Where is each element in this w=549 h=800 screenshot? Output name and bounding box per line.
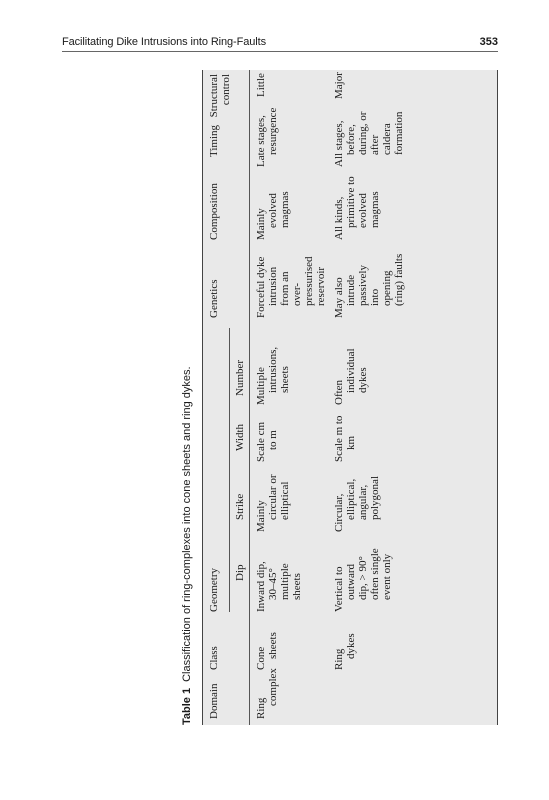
row1-width-1: Scale cm [255, 421, 267, 462]
row1-number-1: Multiple [255, 367, 267, 405]
row2-genetics-2: intrude [345, 274, 357, 306]
row2-strike-3: angular, [357, 484, 369, 520]
header-rule [249, 70, 250, 725]
row1-number-3: sheets [279, 366, 291, 393]
row1-composition-2: evolved [267, 193, 279, 228]
row1-dip-2: 30–45° [267, 568, 279, 600]
row2-dip-5: event only [381, 553, 393, 600]
row2-dip-4: often single [369, 548, 381, 600]
row2-timing-3: during, or [357, 111, 369, 155]
header-structural-control-1: Structural [208, 74, 220, 118]
running-head-rule [62, 51, 498, 52]
header-domain: Domain [208, 683, 220, 719]
row1-width-2: to m [267, 430, 279, 450]
row2-structural-control: Major [333, 72, 345, 99]
row2-class-2: dykes [345, 633, 357, 659]
row1-dip-1: Inward dip, [255, 561, 267, 612]
table-caption-label: Table 1 [181, 687, 193, 725]
row1-composition-1: Mainly [255, 208, 267, 240]
row1-class-2: sheets [267, 632, 279, 659]
header-composition: Composition [208, 183, 220, 240]
row2-number-2: individual [345, 348, 357, 393]
row2-timing-6: formation [393, 111, 405, 155]
row2-dip-3: dip, > 90° [357, 556, 369, 600]
row1-structural-control: Little [255, 73, 267, 97]
row1-genetics-4: over- [291, 283, 303, 306]
row2-genetics-6: (ring) faults [393, 253, 405, 306]
row1-strike-1: Mainly [255, 500, 267, 532]
row2-genetics-5: opening [381, 270, 393, 306]
table-caption [181, 70, 197, 725]
geometry-group-rule [229, 328, 230, 612]
row1-strike-2: circular or [267, 474, 279, 520]
row2-genetics-4: into [369, 288, 381, 306]
header-geometry: Geometry [208, 568, 220, 612]
header-timing: Timing [208, 124, 220, 157]
domain-value-2: complex [267, 668, 279, 706]
row2-width-1: Scale m to [333, 415, 345, 462]
row2-composition-3: evolved [357, 193, 369, 228]
row1-genetics-2: intrusion [267, 266, 279, 306]
row1-number-2: intrusions, [267, 346, 279, 393]
row2-class-1: Ring [333, 648, 345, 670]
row2-strike-4: polygonal [369, 476, 381, 520]
header-number: Number [234, 359, 246, 396]
classification-table [202, 70, 498, 725]
running-head-title: Facilitating Dike Intrusions into Ring-Faults [62, 36, 266, 48]
row1-genetics-3: from an [279, 271, 291, 306]
header-class: Class [208, 646, 220, 670]
row2-timing-5: caldera [381, 123, 393, 155]
header-strike: Strike [234, 493, 246, 520]
row2-dip-2: outward [345, 563, 357, 600]
table-caption-text: Classification of ring-complexes into cone sheets and ring dykes. [181, 366, 193, 682]
row1-dip-4: sheets [291, 573, 303, 600]
row2-strike-1: Circular, [333, 493, 345, 532]
domain-value-1: Ring [255, 697, 267, 719]
row1-timing-2: resurgence [267, 107, 279, 155]
row2-number-1: Often [333, 379, 345, 405]
row1-composition-3: magmas [279, 191, 291, 228]
row2-width-2: km [345, 435, 357, 450]
row1-genetics-1: Forceful dyke [255, 256, 267, 318]
row1-genetics-6: reservoir [315, 266, 327, 306]
row2-composition-1: All kinds, [333, 196, 345, 240]
row1-strike-3: elliptical [279, 481, 291, 520]
row2-genetics-1: May also [333, 277, 345, 318]
row2-timing-4: after [369, 134, 381, 155]
row2-composition-2: primitive to [345, 176, 357, 228]
row2-number-3: dykes [357, 367, 369, 393]
page-number: 353 [479, 36, 498, 48]
row1-timing-1: Late stages, [255, 115, 267, 167]
header-dip: Dip [234, 564, 246, 581]
row1-class-1: Cone [255, 646, 267, 670]
header-structural-control-2: control [220, 74, 232, 106]
row1-dip-3: multiple [279, 563, 291, 600]
rotated-table-block [181, 70, 498, 725]
row2-genetics-3: passively [357, 265, 369, 306]
row2-timing-1: All stages, [333, 120, 345, 167]
row2-composition-4: magmas [369, 191, 381, 228]
header-width: Width [234, 423, 246, 451]
row1-genetics-5: pressurised [303, 256, 315, 306]
row2-timing-2: before, [345, 124, 357, 155]
row2-strike-2: elliptical, [345, 478, 357, 520]
header-genetics: Genetics [208, 279, 220, 318]
row2-dip-1: Vertical to [333, 566, 345, 612]
